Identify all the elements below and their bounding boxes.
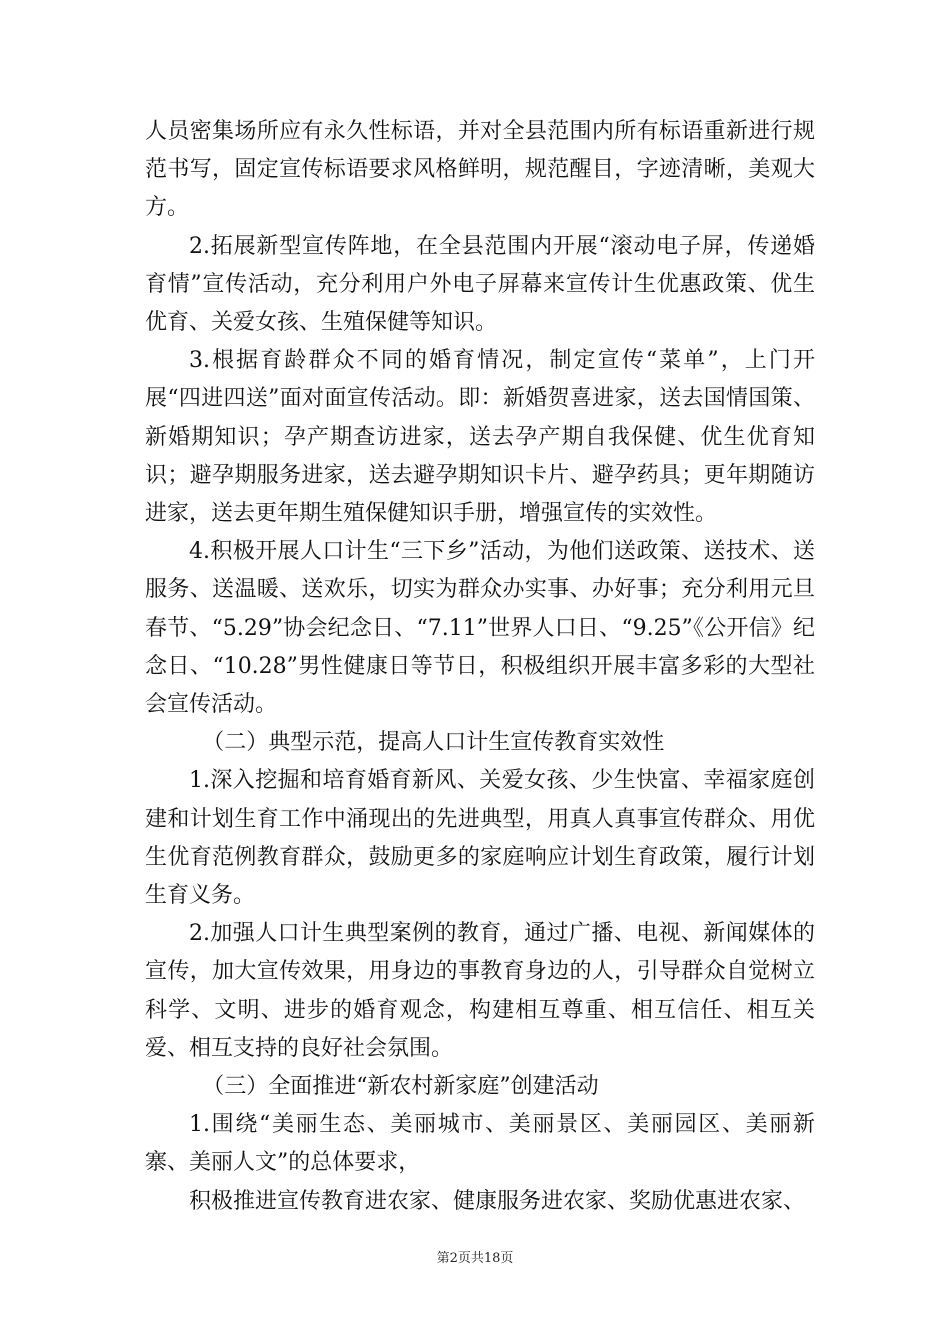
page-number-footer: 第2页共18页 [436,1251,514,1266]
paragraph-item-2: 2.拓展新型宣传阵地，在全县范围内开展“滚动电子屏，传递婚育情”宣传活动，充分利用户外电子屏幕来宣传计生优惠政策、优生优育、关爱女孩、生殖保健等知识。 [145,233,815,336]
paragraph-item-3: 3.根据育龄群众不同的婚育情况，制定宣传“菜单”，上门开展“四进四送”面对面宣传活动。即：新婚贺喜进家，送去国情国策、新婚期知识；孕产期查访进家，送去孕产期自我保健、优生优育知识；避孕期服务进家，送去避孕期知识卡片、避孕药具；更年期随访进家，送去更年期生殖保健知识手册，增强宣传的实效性。 [145,348,815,527]
document-body [145,113,815,1221]
section-heading-2: （二）典型示范，提高人口计生宣传教育实效性 [202,730,665,756]
paragraph-section2-item-2: 2.加强人口计生典型案例的教育，通过广播、电视、新闻媒体的宣传，加大宣传效果，用身边的事教育身边的人，引导群众自觉树立科学、文明、进步的婚育观念，构建相互尊重、相互信任、相互关爱、相互支持的良好社会氛围。 [145,921,815,1061]
paragraph-section2-item-1: 1.深入挖掘和培育婚育新风、关爱女孩、少生快富、幸福家庭创建和计划生育工作中涌现出的先进典型，用真人真事宣传群众、用优生优育范例教育群众，鼓励更多的家庭响应计划生育政策，履行计划生育义务。 [145,768,815,909]
paragraph-continuation: 人员密集场所应有永久性标语，并对全县范围内所有标语重新进行规范书写，固定宣传标语要求风格鲜明，规范醒目，字迹清晰，美观大方。 [145,119,815,221]
paragraph-section3-continued: 积极推进宣传教育进农家、健康服务进农家、奖励优惠进农家、 [189,1188,806,1214]
section-heading-3: （三）全面推进“新农村新家庭”创建活动 [202,1074,599,1100]
paragraph-item-4: 4.积极开展人口计生“三下乡”活动，为他们送政策、送技术、送服务、送温暖、送欢乐，切实为群众办实事、办好事；充分利用元旦春节、“5.29”协会纪念日、“7.11”世界人口日、“9.25”《公开信》纪念日、“10.28”男性健康日等节日，积极组织开展丰富多彩的大型社会宣传活动。 [145,539,815,718]
paragraph-section3-item-1: 1.围绕“美丽生态、美丽城市、美丽景区、美丽园区、美丽新寨、美丽人文”的总体要求， [145,1112,815,1176]
